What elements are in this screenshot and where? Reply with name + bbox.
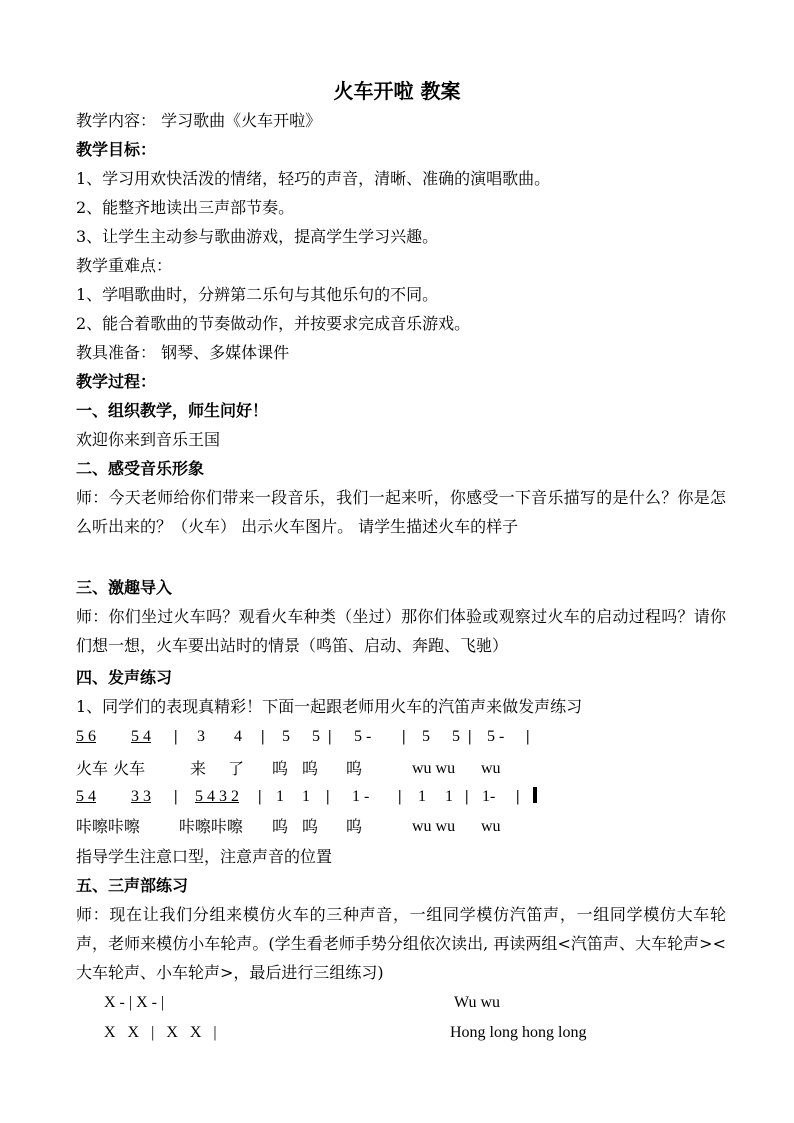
lyric: 呜 [346,817,363,836]
note: 5 - [487,728,505,745]
lyric: 来 [190,759,207,778]
lyric: wu [481,760,501,777]
note: 1 [302,788,310,805]
lyrics-line-2 [76,812,726,841]
teaching-tools: 教具准备： 钢琴、多媒体课件 [76,343,290,362]
section-5-heading: 五、三声部练习 [76,876,189,895]
goals-heading: 教学目标： [76,140,157,159]
goal-3: 3、让学生主动参与歌曲游戏，提高学生学习兴趣。 [76,227,439,246]
barline: | [328,728,332,745]
section-2-heading: 二、感受音乐形象 [76,459,205,478]
barline: | [516,788,520,805]
note: 5 [422,728,430,745]
barline: | [174,788,178,805]
notation-line-1 [76,722,726,751]
note: 3 [197,728,205,745]
goal-1: 1、学习用欢快活泼的情绪，轻巧的声音，清晰、准确的演唱歌曲。 [76,169,551,188]
lyric: 了 [228,759,245,778]
section-5-text: 师：现在让我们分组来模仿火车的三种声音，一组同学模仿汽笛声，一组同学模仿大车轮声，老师来模仿小车轮声。(学生看老师手势分组依次读出, 再读两组<汽笛声、大车轮声><大车轮声、小车轮声>，最后进行三组练习) [76,905,726,982]
lyric: wu wu [412,818,456,835]
section-2-text: 师：今天老师给你们带来一段音乐，我们一起来听，你感受一下音乐描写的是什么？你是怎么听出来的？（火车） 出示火车图片。 请学生描述火车的样子 [76,488,726,536]
note: 1 - [352,788,370,805]
barline: | [468,728,472,745]
lyrics-line-1 [76,754,726,783]
lyric: 呜 [302,759,319,778]
lyric: 呜 [272,817,289,836]
note: 1 [276,788,284,805]
lyric: 咔嚓咔嚓 [179,817,244,836]
rhythm-2-notation: X X | X X | [104,1024,217,1041]
rhythm-2-syllables: Hong long hong long [450,1024,587,1041]
lyric: 火车 火车 [76,759,146,778]
note: 5 [312,728,320,745]
lyric: 呜 [302,817,319,836]
lyric: 咔嚓咔嚓 [76,817,141,836]
rhythm-1-notation: X - | X - | [104,994,165,1011]
section-1-heading: 一、组织教学，师生问好！ [76,401,269,420]
barline: | [526,728,530,745]
lyric: 呜 [346,759,363,778]
difficulty-2: 2、能合着歌曲的节奏做动作，并按要求完成音乐游戏。 [76,314,471,333]
note: 5 4 3 2 [195,788,239,805]
lyric: wu wu [412,760,456,777]
section-4-text: 1、同学们的表现真精彩！下面一起跟老师用火车的汽笛声来做发声练习 [76,697,583,716]
rhythm-1-syllables: Wu wu [454,994,501,1011]
note: 1 [445,788,453,805]
lyric: 呜 [272,759,289,778]
difficulty-1: 1、学唱歌曲时，分辨第二乐句与其他乐句的不同。 [76,285,439,304]
notation-line-2 [76,782,726,811]
note: 5 [452,728,460,745]
barline: | [258,788,262,805]
section-4-heading: 四、发声练习 [76,668,173,687]
end-barline [533,782,537,811]
barline: | [402,728,406,745]
barline: | [326,788,330,805]
note: 5 6 [76,728,96,745]
section-1-text: 欢迎你来到音乐王国 [76,430,221,449]
section-3-heading: 三、激趣导入 [76,578,173,597]
note: 5 4 [131,728,151,745]
barline: | [174,728,178,745]
note: 3 3 [131,788,151,805]
process-heading: 教学过程： [76,372,157,391]
barline: | [398,788,402,805]
teaching-content: 教学内容： 学习歌曲《火车开啦》 [76,111,322,130]
lyric: wu [481,818,501,835]
note: 5 - [354,728,372,745]
note: 5 [282,728,290,745]
note: 4 [234,728,242,745]
section-3-text: 师：你们坐过火车吗？观看火车种类（坐过）那你们体验或观察过火车的启动过程吗？请你们想一想，火车要出站时的情景（鸣笛、启动、奔跑、飞驰） [76,607,726,655]
note: 5 4 [76,788,96,805]
difficulty-heading: 教学重难点： [76,256,173,275]
document-title: 火车开啦 教案 [333,79,461,103]
note: 1- [482,788,496,805]
barline: | [261,728,265,745]
note: 1 [418,788,426,805]
goal-2: 2、能整齐地读出三声部节奏。 [76,198,295,217]
section-4-note: 指导学生注意口型，注意声音的位置 [76,847,333,866]
barline: | [465,788,469,805]
